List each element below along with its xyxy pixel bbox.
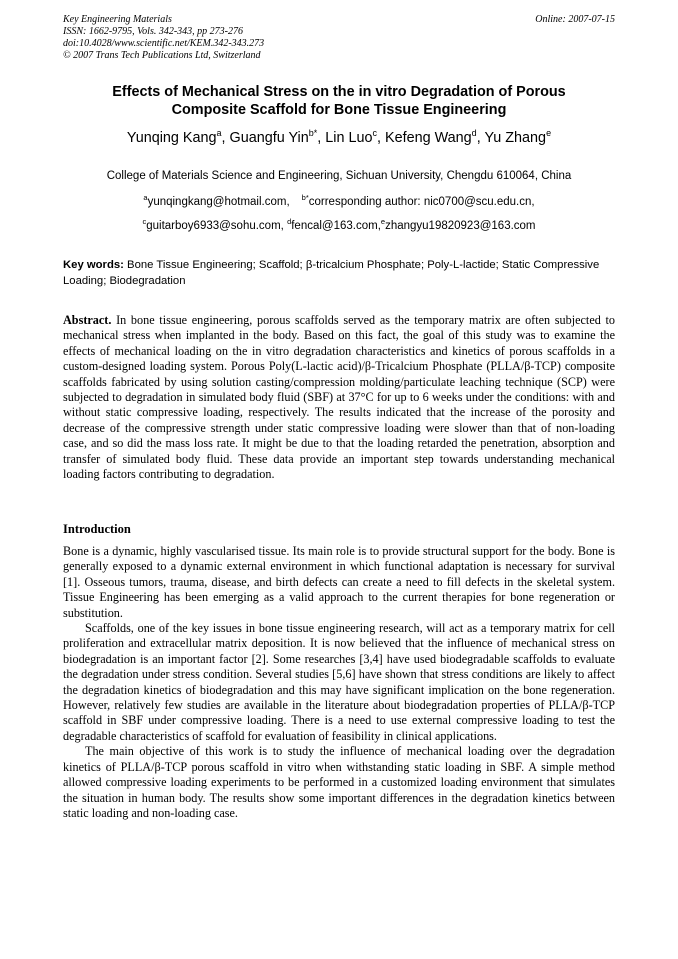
intro-paragraph-3: The main objective of this work is to study the influence of mechanical loading over the degradation kinetics of PLLA/β-TCP porous scaffold in vitro when withstanding static loading in SBF. A simple method allowed compressive loading experiments to be performed in a customized loading environment that simulates the situation in human body. The results show some important differences in the degradation kinetics between static loading and non-loading case. bbox=[63, 744, 615, 820]
author-list bbox=[20, 129, 658, 147]
author: Yunqing Kang$^a$, bbox=[126, 128, 230, 146]
author: Guangfu Yin$^{b*}$, bbox=[229, 128, 326, 146]
title-line-1: Effects of Mechanical Stress on the in vitro Degradation of Porous bbox=[112, 84, 566, 100]
email-e: zhangyu19820923@163.com bbox=[385, 220, 536, 232]
intro-paragraph-2: Scaffolds, one of the key issues in bone tissue engineering research, will act as a temporary matrix for cell proliferation and extracellular matrix deposition. It is now believed that the influence of mechanical stress on biodegradation is an important factor [2]. Some researches [3,4] have used biodegradable scaffolds to evaluate the degradation under stress condition. Several studies [5,6] have shown that stress conditions are likely to affect the degradation kinetics of biodegradation and this may have significant implication on the bone regeneration. However, relatively few studies are available in the literature about biodegradation properties of PLLA/β-TCP scaffold in SBF under compressive loading. There is a need to use external compressive loading to test the degradable characteristics of scaffold for evaluation of feasibility in clinical applications. bbox=[63, 621, 615, 743]
journal-header bbox=[63, 14, 615, 62]
online-date: Online: 2007-07-15 bbox=[535, 14, 615, 25]
abstract bbox=[63, 313, 615, 482]
email-c: guitarboy6933@sohu.com, bbox=[146, 220, 288, 232]
abstract-text: In bone tissue engineering, porous scaffolds served as the temporary matrix are often subjected to mechanical stress when implanted in the body. Based on this fact, the goal of this study was to examine the effects of mechanical loading on the in vitro degradation characteristics and kinetics of porous scaffolds in a custom-designed loading system. Porous Poly(L-lactic acid)/β-Tricalcium Phosphate (PLLA/β-TCP) composite scaffolds fabricated by using solution casting/compression molding/particulate leaching technique (SCP) were subjected to degradation in simulated body fluid (SBF) at 37°C for up to 6 weeks under the conditions: with and without static compressive loading, respectively. The results indicated that the increase of the porosity and decrease of the compressive strength under static compressive loading were slower than that of non-loading case, and so did the mass loss rate. It might be due to that the loading retarded the penetration, absorption and transfer of simulated body fluid. These data provide an important step towards understanding mechanical loading factors contributing to degradation. bbox=[63, 313, 615, 482]
journal-name: Key Engineering Materials bbox=[63, 14, 172, 25]
issn-line: ISSN: 1662-9795, Vols. 342-343, pp 273-276 bbox=[63, 26, 243, 37]
email-b: corresponding author: nic0700@scu.edu.cn, bbox=[308, 196, 535, 208]
copyright-line: © 2007 Trans Tech Publications Ltd, Switzerland bbox=[63, 50, 261, 61]
email-a: yunqingkang@hotmail.com, bbox=[147, 196, 290, 208]
email-d: fencal@163.com, bbox=[291, 220, 381, 232]
author: Kefeng Wang$^d$, bbox=[385, 128, 485, 146]
section-heading-introduction: Introduction bbox=[63, 522, 131, 536]
keywords-label: Key words: bbox=[63, 259, 124, 271]
affiliation: College of Materials Science and Engineering, Sichuan University, Chengdu 610064, China bbox=[106, 170, 572, 182]
doi-line: doi:10.4028/www.scientific.net/KEM.342-343.273 bbox=[63, 38, 265, 49]
keywords bbox=[63, 257, 623, 289]
paper-title bbox=[40, 83, 638, 119]
introduction-body bbox=[63, 544, 615, 821]
intro-paragraph-1: Bone is a dynamic, highly vascularised tissue. Its main role is to provide structural support for the body. Bone is generally exposed to a dynamic external environment in which functional adaptation is necessary for survival [1]. Osseous tumors, trauma, disease, and birth defects can create a need to fill defects in the skeletal system. Tissue Engineering has been emerging as a valid approach to the current therapies for bone regeneration or substitution. bbox=[63, 544, 615, 620]
author: Lin Luo$^c$, bbox=[325, 128, 385, 146]
email-line-2: $^c$guitarboy6933@sohu.com, $^d$fencal@163.com,$^e$zhangyu19820923@163.com bbox=[142, 217, 536, 232]
author: Yu Zhang$^e$ bbox=[484, 128, 552, 146]
email-line-1: $^a$yunqingkang@hotmail.com, $^{b*}$corresponding author: nic0700@scu.edu.cn, bbox=[143, 193, 535, 208]
keywords-text: Bone Tissue Engineering; Scaffold; β-tricalcium Phosphate; Poly-L-lactide; Static Compressive Loading; Biodegradation bbox=[63, 259, 600, 287]
title-line-2: Composite Scaffold for Bone Tissue Engineering bbox=[171, 102, 507, 118]
abstract-label: Abstract. bbox=[63, 313, 112, 327]
